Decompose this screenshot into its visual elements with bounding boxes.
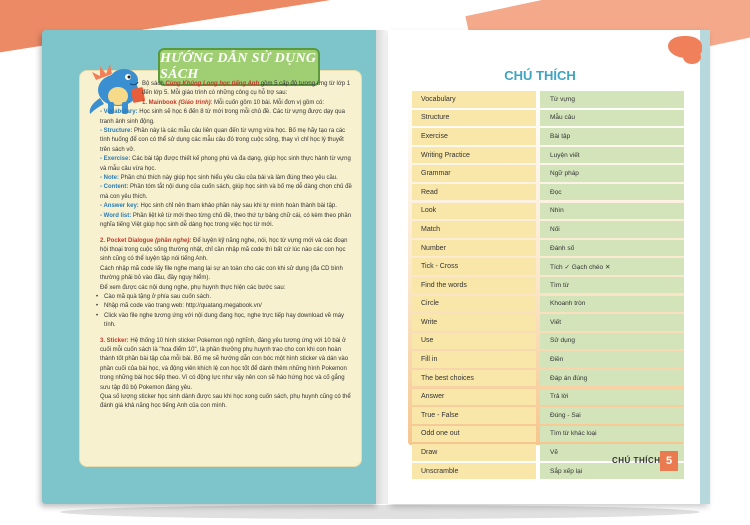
- section-3-text: Hệ thống 10 hình sticker Pokemon ngộ nghĩnh, đáng yêu tương ứng với 10 bài ở cuối mỗi cuốn sách là "hoa điểm 10", là phần thưởng phụ huynh trao cho con khi con hoàn thành tốt phần bài tập của mỗi bài. Bố mẹ sẽ hướng dẫn con bóc một hình sticker và dán vào phần cuối của bài học, và động viên khích lệ con học tốt để dành thêm những hình Pokemon trong những bài học tiếp theo. Vì có động lực như vậy nên con sẽ háo hứng học và cố gắng sưu tập đủ bộ Pokemon đáng yêu.: [100, 337, 349, 391]
- glossary-row: [412, 333, 684, 350]
- step-1: • Cào mã quà tặng ở phía sau cuốn sách.: [90, 293, 352, 302]
- glossary-meaning: Đánh số: [540, 240, 684, 257]
- word-list-text: Phần liệt kê từ mới theo từng chủ đề, theo thứ tự bảng chữ cái, có kèm theo phần nghĩa tiếng Việt giúp học sinh dễ dàng học trong việc học từ mới.: [100, 212, 352, 229]
- exercise-item: [90, 155, 352, 174]
- note-text: Phần chú thích này giúp học sinh hiểu yêu cầu của bài và làm đúng theo yêu cầu.: [119, 175, 338, 182]
- answer-key-label: - Answer key:: [100, 203, 139, 210]
- sticker-closing: Qua số lượng sticker học sinh dành được sau khi học xong cuốn sách, phụ huynh cũng có thể đánh giá khả năng học tiếng Anh của con mình.: [100, 394, 351, 410]
- series-name: Cùng Khủng Long học tiếng Anh: [165, 81, 260, 87]
- glossary-term: Odd one out: [412, 426, 536, 443]
- step-3: • Click vào file nghe tương ứng với nội dung đang học, nghe trực tiếp hay download về máy tính.: [90, 312, 352, 331]
- glossary-table: [412, 91, 684, 481]
- glossary-meaning: Vẽ: [540, 444, 684, 461]
- glossary-term: Vocabulary: [412, 91, 536, 108]
- glossary-meaning: Luyện viết: [540, 147, 684, 164]
- glossary-row: [412, 240, 684, 257]
- glossary-row: [412, 165, 684, 182]
- glossary-term: Use: [412, 333, 536, 350]
- section-2-text: Để luyện kỹ năng nghe, nói, học từ vựng mới và các đoạn hội thoại trong cuộc sống thường nhật, chỉ cần nhập mã code thì bất cứ lúc nào các con học sinh cũng có thể luyện tập nói tiếng Anh.: [100, 237, 348, 263]
- glossary-row: [412, 407, 684, 424]
- glossary-row: [412, 314, 684, 331]
- glossary-meaning: Tìm từ khác loại: [540, 426, 684, 443]
- glossary-term: Draw: [412, 444, 536, 461]
- glossary-row: [412, 184, 684, 201]
- glossary-meaning: Từ vựng: [540, 91, 684, 108]
- book-shadow: [60, 505, 700, 519]
- glossary-term: Exercise: [412, 128, 536, 145]
- section-1-text: : Mỗi cuốn gồm 10 bài. Mỗi đơn vị gồm có:: [210, 99, 325, 106]
- glossary-row: [412, 91, 684, 108]
- glossary-term: Look: [412, 203, 536, 220]
- glossary-meaning: Ngữ pháp: [540, 165, 684, 182]
- glossary-row: [412, 426, 684, 443]
- glossary-term: Number: [412, 240, 536, 257]
- glossary-row: [412, 221, 684, 238]
- glossary-row: [412, 110, 684, 127]
- glossary-term: Structure: [412, 110, 536, 127]
- section-1-title: 1. Mainbook: [142, 99, 177, 106]
- glossary-title: CHÚ THÍCH: [504, 68, 576, 83]
- glossary-meaning: Tìm từ: [540, 277, 684, 294]
- note-label: - Note:: [100, 175, 119, 182]
- pocket-dialogue-paragraph: [90, 237, 352, 265]
- glossary-meaning: Khoanh tròn: [540, 296, 684, 313]
- content-text: Phần tóm tắt nội dung của cuốn sách, giúp học sinh và bố mẹ dễ dàng chọn chủ đề mà con yêu thích.: [100, 184, 352, 200]
- content-item: [90, 183, 352, 202]
- glossary-term: Answer: [412, 389, 536, 406]
- glossary-meaning: Bài tập: [540, 128, 684, 145]
- glossary-row: [412, 203, 684, 220]
- glossary-meaning: Sắp xếp lại: [540, 463, 684, 480]
- sticker-paragraph: [90, 337, 352, 393]
- glossary-meaning: Nhìn: [540, 203, 684, 220]
- vocab-text: Học sinh sẽ học 6 đến 8 từ mới trong mỗi chủ đề. Các từ vựng được dạy qua tranh ảnh sinh động.: [100, 109, 345, 125]
- glossary-term: Circle: [412, 296, 536, 313]
- intro-pre: Bộ sách: [142, 81, 166, 87]
- glossary-term: Grammar: [412, 165, 536, 182]
- glossary-meaning: Mẫu câu: [540, 110, 684, 127]
- section-2-sub: (phần nghe):: [155, 237, 192, 244]
- glossary-term: Match: [412, 221, 536, 238]
- glossary-meaning: Tích ✓ Gạch chéo ✕: [540, 258, 684, 275]
- glossary-meaning: Viết: [540, 314, 684, 331]
- structure-item: [90, 127, 352, 155]
- mainbook-heading: [90, 99, 352, 108]
- section-2-title: 2. Pocket Dialogue: [100, 237, 154, 244]
- structure-label: - Structure:: [100, 128, 133, 135]
- glossary-meaning: Sử dụng: [540, 333, 684, 350]
- glossary-row: [412, 389, 684, 406]
- glossary-term: True - False: [412, 407, 536, 424]
- step-2: • Nhập mã code vào trang web: http://quatang.megabook.vn/: [90, 302, 352, 311]
- content-label: - Content:: [100, 184, 129, 191]
- intro-post: gồm 5 cấp độ tương ứng từ lớp 1 đến lớp 5. Mỗi giáo trình có những công cụ hỗ trợ sau:: [142, 81, 351, 97]
- answer-key-item: [90, 202, 352, 211]
- glossary-row: [412, 463, 684, 480]
- code-paragraph: Cách nhập mã code lấy file nghe mang lại sự an toàn cho các con khi sử dụng (đa CD bình thường phải bỏ vào đầu, đầy nguy hiểm).: [100, 265, 343, 282]
- glossary-term: Read: [412, 184, 536, 201]
- glossary-term: Find the words: [412, 277, 536, 294]
- page-edge: [700, 30, 710, 504]
- glossary-term: Unscramble: [412, 463, 536, 480]
- exercise-label: - Exercise:: [100, 156, 131, 163]
- page-number: 5: [660, 451, 678, 471]
- decor-dot-icon: [683, 50, 701, 64]
- glossary-meaning: Nối: [540, 221, 684, 238]
- vocab-item: [90, 108, 352, 127]
- glossary-meaning: Trả lời: [540, 389, 684, 406]
- glossary-row: [412, 370, 684, 387]
- steps-intro: Để xem được các nội dung nghe, phụ huynh thực hiện các bước sau:: [100, 284, 286, 291]
- exercise-text: Các bài tập được thiết kế phong phú và đa dạng, giúp học sinh thực hành từ vựng và mẫu câu vừa học.: [100, 156, 351, 172]
- glossary-row: [412, 351, 684, 368]
- note-item: [90, 174, 352, 183]
- word-list-label: - Word list:: [100, 212, 132, 219]
- glossary-term: Writing Practice: [412, 147, 536, 164]
- glossary-row: [412, 147, 684, 164]
- footer-section-label: CHÚ THÍCH: [612, 456, 661, 465]
- answer-key-text: Học sinh chỉ nên tham khảo phần này sau khi tự mình hoàn thành bài tập.: [138, 203, 337, 210]
- vocab-label: - Vocabulary:: [100, 109, 138, 116]
- structure-text: Phần này là các mẫu câu liên quan đến từ vựng vừa học. Bố mẹ hãy tạo ra các tình huống để con có thể sử dụng các mẫu câu đó trong cuộc sống, thay vì chỉ học lý thuyết trên sách vở.: [100, 128, 346, 153]
- instructions-text: [90, 80, 352, 458]
- word-list-item: [90, 212, 352, 231]
- section-3-title: 3. Sticker:: [100, 337, 129, 344]
- glossary-term: The best choices: [412, 370, 536, 387]
- glossary-meaning: Điền: [540, 351, 684, 368]
- glossary-row: [412, 258, 684, 275]
- glossary-term: Write: [412, 314, 536, 331]
- glossary-row: [412, 296, 684, 313]
- glossary-term: Tick - Cross: [412, 258, 536, 275]
- glossary-term: Fill in: [412, 351, 536, 368]
- banner-title: HƯỚNG DẪN SỬ DỤNG SÁCH: [160, 51, 317, 82]
- glossary-meaning: Đáp án đúng: [540, 370, 684, 387]
- glossary-row: [412, 277, 684, 294]
- glossary-meaning: Đúng - Sai: [540, 407, 684, 424]
- section-1-sub: (Giáo trình): [178, 99, 211, 106]
- glossary-row: [412, 128, 684, 145]
- glossary-meaning: Đọc: [540, 184, 684, 201]
- intro-paragraph: [90, 80, 352, 99]
